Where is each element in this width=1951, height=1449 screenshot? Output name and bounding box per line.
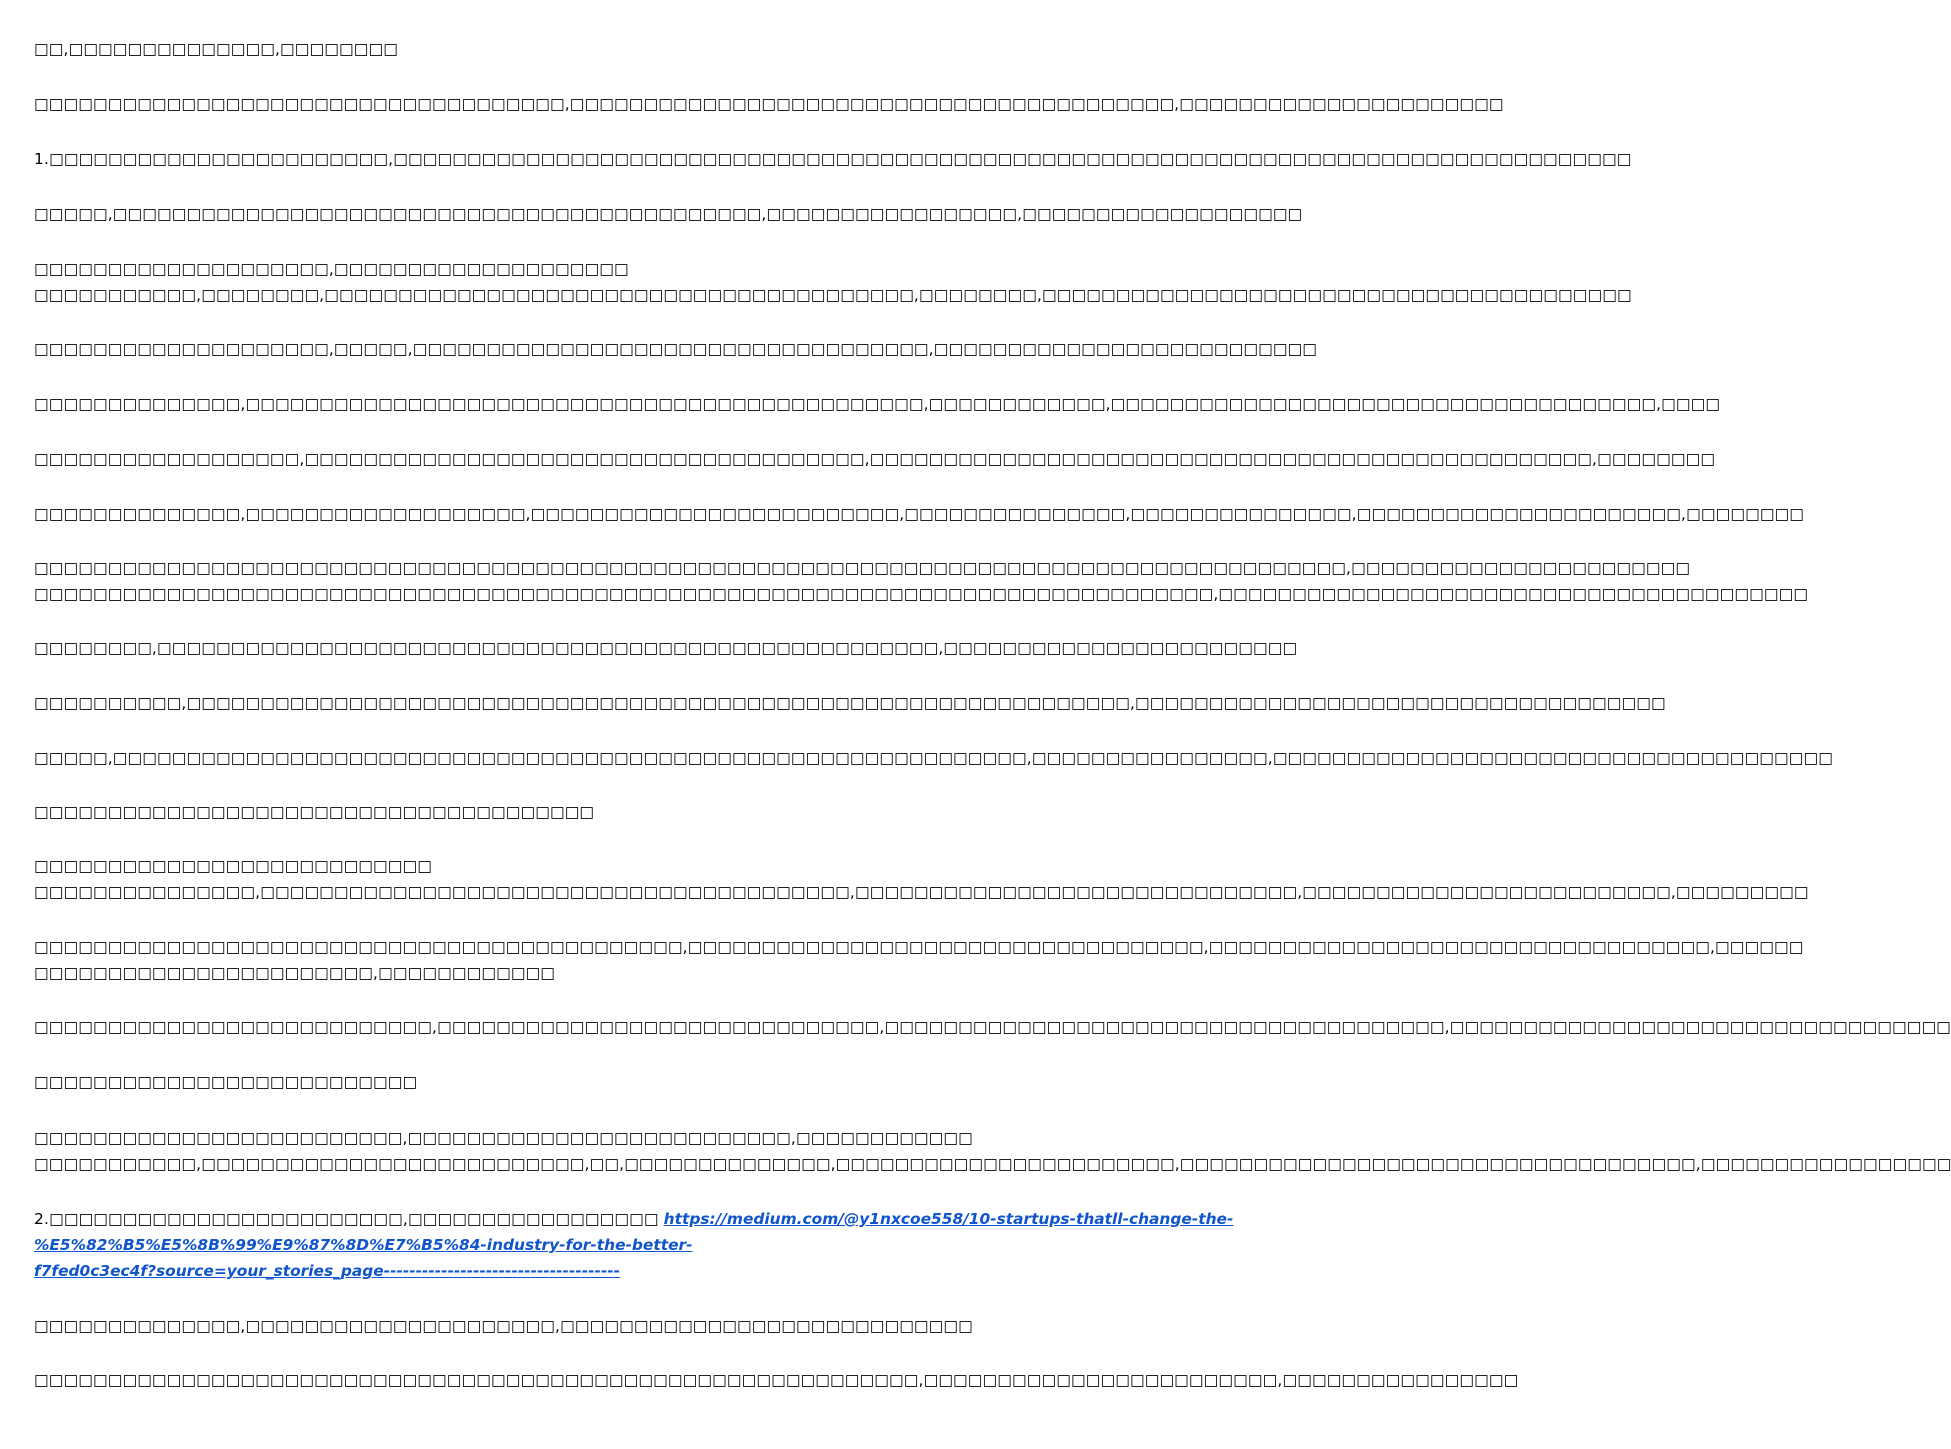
link-paragraph-prefix: 2.□□□□□□□□□□□□□□□□□□□□□□□□,□□□□□□□□□□□□□□□□□	[34, 1210, 664, 1228]
document-body	[34, 0, 1951, 1449]
article-link-part-3[interactable]: f7fed0c3ec4f?source=your_stories_page-------------------------------------	[34, 1262, 621, 1280]
paragraph-19-line-2: □□□□□□□□□□□,□□□□□□□□□□□□□□□□□□□□□□□□□□,□□,□□□□□□□□□□□□□□,□□□□□□□□□□□□□□□□□□□□□□□,□□□□□□□□□□□□□□□□□□□□□□□□□□□□□□□□□□□,□□□□□□□□□□□□□□□□□	[34, 1155, 1951, 1173]
paragraph-18-line-1: □□□□□□□□□□□□□□□□□□□□□□□□□□	[34, 1073, 418, 1091]
paragraph-9-line-1: □□□□□□□□□□□□□□,□□□□□□□□□□□□□□□□□□□,□□□□□□□□□□□□□□□□□□□□□□□□□,□□□□□□□□□□□□□□□,□□□□□□□□□□□□□□□,□□□□□□□□□□□□□□□□□□□□□□,□□□□□□□□	[34, 505, 1805, 523]
paragraph-2-line-1: □□□□□□□□□□□□□□□□□□□□□□□□□□□□□□□□□□□□,□□□□□□□□□□□□□□□□□□□□□□□□□□□□□□□□□□□□□□□□□,□□□□□□□□□□□□□□□□□□□□□□	[34, 95, 1504, 113]
article-link-part-2[interactable]: %E5%82%B5%E5%8B%99%E9%87%8D%E7%B5%84-industry-for-the-better-	[34, 1236, 693, 1254]
link-paragraph-line-1	[34, 1206, 1234, 1232]
paragraph-11-line-1: □□□□□□□□,□□□□□□□□□□□□□□□□□□□□□□□□□□□□□□□□□□□□□□□□□□□□□□□□□□□□□,□□□□□□□□□□□□□□□□□□□□□□□□	[34, 639, 1298, 657]
paragraph-15-line-2: □□□□□□□□□□□□□□□,□□□□□□□□□□□□□□□□□□□□□□□□□□□□□□□□□□□□□□□□,□□□□□□□□□□□□□□□□□□□□□□□□□□□□□□,□□□□□□□□□□□□□□□□□□□□□□□□□,□□□□□□□□□	[34, 883, 1809, 901]
paragraph-7-line-1: □□□□□□□□□□□□□□,□□□□□□□□□□□□□□□□□□□□□□□□□□□□□□□□□□□□□□□□□□□□□□,□□□□□□□□□□□□,□□□□□□□□□□□□□□□□□□□□□□□□□□□□□□□□□□□□□,□□□□	[34, 395, 1721, 413]
paragraph-20-line-1: □□□□□□□□□□□□□□,□□□□□□□□□□□□□□□□□□□□□,□□□□□□□□□□□□□□□□□□□□□□□□□□□□	[34, 1317, 973, 1335]
paragraph-16-line-1: □□□□□□□□□□□□□□□□□□□□□□□□□□□□□□□□□□□□□□□□□□□□,□□□□□□□□□□□□□□□□□□□□□□□□□□□□□□□□□□□,□□□□□□□□□□□□□□□□□□□□□□□□□□□□□□□□□□,□□□□□□	[34, 938, 1804, 956]
paragraph-15-line-1: □□□□□□□□□□□□□□□□□□□□□□□□□□□	[34, 857, 433, 875]
paragraph-5-line-1: □□□□□□□□□□□□□□□□□□□□,□□□□□□□□□□□□□□□□□□□□	[34, 260, 629, 278]
paragraph-6-line-1: □□□□□□□□□□□□□□□□□□□□,□□□□□,□□□□□□□□□□□□□□□□□□□□□□□□□□□□□□□□□□□,□□□□□□□□□□□□□□□□□□□□□□□□□□	[34, 340, 1318, 358]
paragraph-8-line-1: □□□□□□□□□□□□□□□□□□,□□□□□□□□□□□□□□□□□□□□□□□□□□□□□□□□□□□□□□,□□□□□□□□□□□□□□□□□□□□□□□□□□□□□□□□□□□□□□□□□□□□□□□□□,□□□□□□□□	[34, 450, 1716, 468]
paragraph-10-line-1: □□□□□□□□□□□□□□□□□□□□□□□□□□□□□□□□□□□□□□□□□□□□□□□□□□□□□□□□□□□□□□□□□□□□□□□□□□□□□□□□□□□□□□□□□,□□□□□□□□□□□□□□□□□□□□□□□	[34, 559, 1691, 577]
paragraph-10-line-2: □□□□□□□□□□□□□□□□□□□□□□□□□□□□□□□□□□□□□□□□□□□□□□□□□□□□□□□□□□□□□□□□□□□□□□□□□□□□□□□□,□□□□□□□□□□□□□□□□□□□□□□□□□□□□□□□□□□□□□□□□	[34, 585, 1809, 603]
paragraph-13-line-1: □□□□□,□□□□□□□□□□□□□□□□□□□□□□□□□□□□□□□□□□□□□□□□□□□□□□□□□□□□□□□□□□□□□□,□□□□□□□□□□□□□□□□,□□□□□□□□□□□□□□□□□□□□□□□□□□□□□□□□□□□□□□	[34, 749, 1833, 767]
paragraph-16-line-2: □□□□□□□□□□□□□□□□□□□□□□□,□□□□□□□□□□□□	[34, 964, 556, 982]
paragraph-21-line-1: □□□□□□□□□□□□□□□□□□□□□□□□□□□□□□□□□□□□□□□□□□□□□□□□□□□□□□□□□□□□,□□□□□□□□□□□□□□□□□□□□□□□□,□□□□□□□□□□□□□□□□	[34, 1371, 1519, 1389]
paragraph-5-line-2: □□□□□□□□□□□,□□□□□□□□,□□□□□□□□□□□□□□□□□□□□□□□□□□□□□□□□□□□□□□□□,□□□□□□□□,□□□□□□□□□□□□□□□□□□□□□□□□□□□□□□□□□□□□□□□□	[34, 286, 1632, 304]
paragraph-4-line-1: □□□□□,□□□□□□□□□□□□□□□□□□□□□□□□□□□□□□□□□□□□□□□□□□□□,□□□□□□□□□□□□□□□□□,□□□□□□□□□□□□□□□□□□□	[34, 205, 1303, 223]
paragraph-17-line-1: □□□□□□□□□□□□□□□□□□□□□□□□□□□,□□□□□□□□□□□□□□□□□□□□□□□□□□□□□□,□□□□□□□□□□□□□□□□□□□□□□□□□□□□□□□□□□□□□□,□□□□□□□□□□□□□□□□□□□□□□□□□□□□□□□□□□	[34, 1018, 1951, 1036]
paragraph-19-line-1: □□□□□□□□□□□□□□□□□□□□□□□□□,□□□□□□□□□□□□□□□□□□□□□□□□□□,□□□□□□□□□□□□	[34, 1129, 973, 1147]
article-link-part-1[interactable]: https://medium.com/@y1nxcoe558/10-startups-thatll-change-the-	[663, 1210, 1234, 1228]
paragraph-1-line-1: □□,□□□□□□□□□□□□□□,□□□□□□□□	[34, 40, 398, 58]
paragraph-3-line-1: 1.□□□□□□□□□□□□□□□□□□□□□□□,□□□□□□□□□□□□□□□□□□□□□□□□□□□□□□□□□□□□□□□□□□□□□□□□□□□□□□□□□□□□□□□□□□□□□□□□□□□□□□□□□□□□	[34, 150, 1632, 168]
paragraph-14-line-1: □□□□□□□□□□□□□□□□□□□□□□□□□□□□□□□□□□□□□□	[34, 803, 595, 821]
paragraph-12-line-1: □□□□□□□□□□,□□□□□□□□□□□□□□□□□□□□□□□□□□□□□□□□□□□□□□□□□□□□□□□□□□□□□□□□□□□□□□□□,□□□□□□□□□□□□□□□□□□□□□□□□□□□□□□□□□□□□	[34, 694, 1666, 712]
